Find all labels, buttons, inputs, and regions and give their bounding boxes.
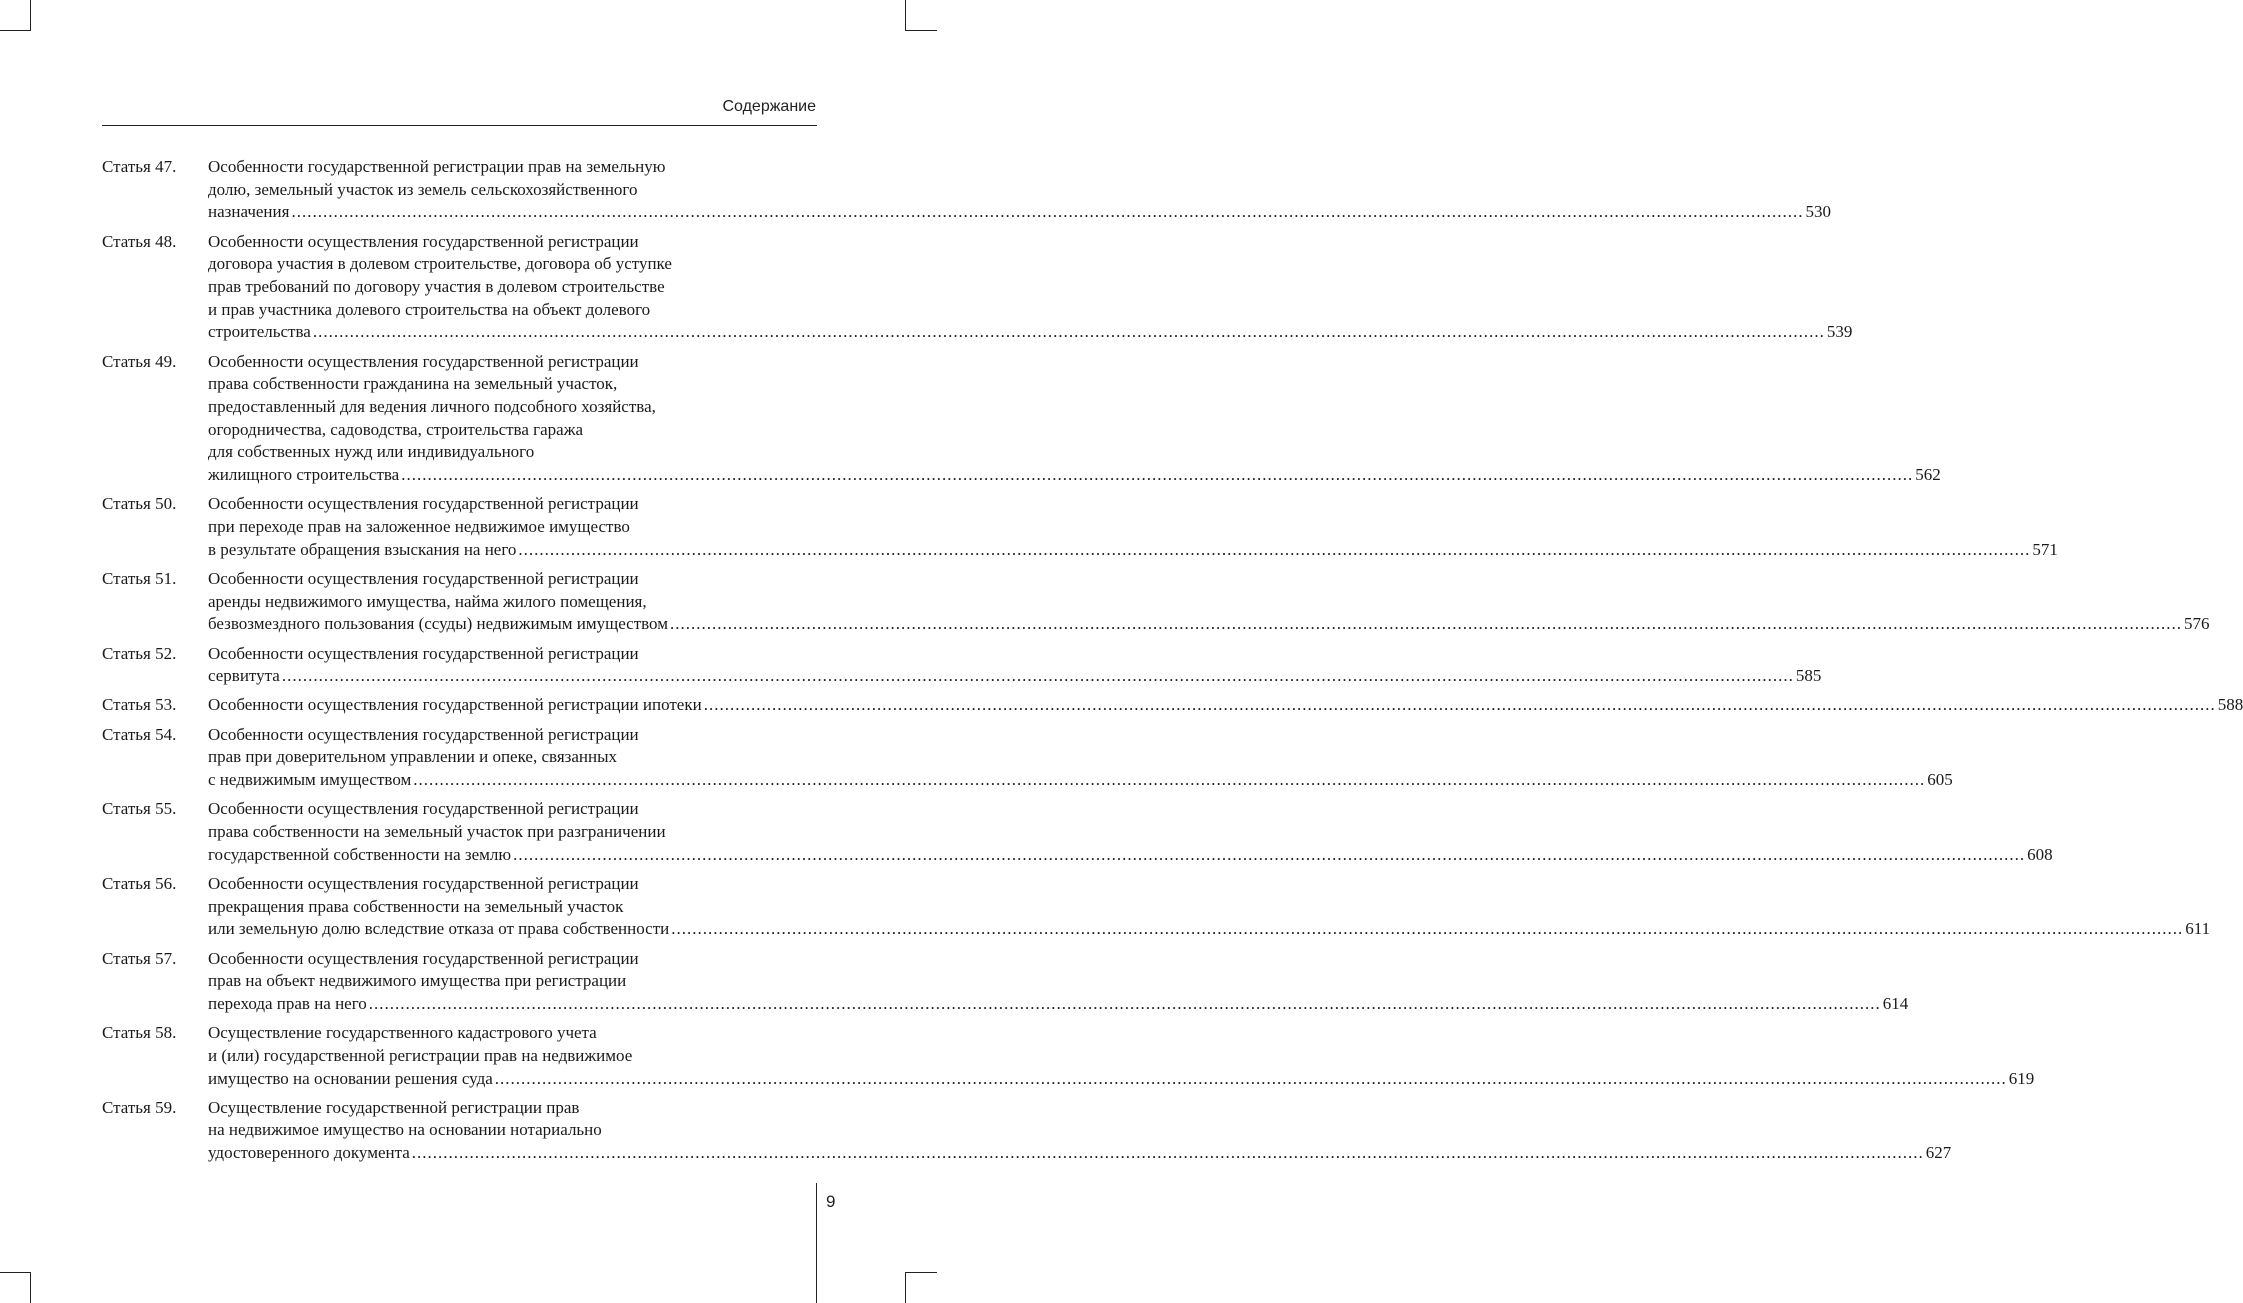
toc-entry-last-line (208, 1142, 1951, 1165)
toc-entry-last-line (208, 201, 1831, 224)
toc-entry[interactable] (102, 156, 1831, 224)
toc-entry-title-line: Особенности осуществления государственной регистрации (208, 948, 639, 968)
toc-entry-label: Статья 50. (102, 494, 177, 514)
toc-entry-page[interactable]: 571 (2032, 539, 2058, 559)
toc-entry[interactable] (102, 724, 1953, 792)
toc-entry-label: Статья 56. (102, 873, 177, 893)
toc-entry-title (208, 948, 1908, 1016)
toc-entry-title (208, 643, 1821, 688)
toc-entry-title-line: жилищного строительства (208, 465, 400, 485)
dot-leader (412, 1142, 1924, 1165)
toc-entry-title-line: Осуществление государственной регистрации прав (208, 1097, 580, 1117)
toc-entry-title (208, 156, 1831, 224)
toc-entry-page[interactable]: 608 (2027, 844, 2053, 864)
toc-entry-title-line: безвозмездного пользования (ссуды) недвижимым имуществом (208, 614, 668, 634)
toc-entry-title-line: договора участия в долевом строительстве, договора об уступке (208, 254, 672, 274)
toc-entry-label: Статья 51. (102, 568, 177, 588)
toc-entry-title-line: назначения (208, 202, 290, 222)
toc-entry-last-line (208, 539, 2058, 562)
toc-entry-page[interactable]: 619 (2008, 1068, 2035, 1088)
toc-entry-label: Статья 52. (102, 643, 177, 663)
toc-entry[interactable] (102, 493, 2058, 561)
toc-entry-title-line: Особенности осуществления государственной регистрации (208, 568, 639, 588)
toc-entry-last-line (208, 464, 1941, 487)
crop-mark-bottom-right-v (905, 1272, 906, 1303)
toc-entry-title-line: удостоверенного документа (208, 1143, 410, 1163)
toc-entry-title (208, 1022, 2034, 1090)
toc-entry-title-line: и прав участника долевого строительства на объект долевого (208, 299, 651, 319)
toc-entry-title-line: Особенности осуществления государственной регистрации (208, 351, 639, 371)
dot-leader (282, 665, 1794, 688)
dot-leader (518, 539, 2030, 562)
toc-entry-last-line (208, 665, 1821, 688)
toc-entry-title-line: прав на объект недвижимого имущества при регистрации (208, 971, 627, 991)
dot-leader (704, 694, 2216, 717)
toc-entry-title-line: перехода прав на него (208, 993, 367, 1013)
toc-entry-title-line: огородничества, садоводства, строительства гаража (208, 419, 584, 439)
toc-entry[interactable] (102, 643, 1822, 688)
toc-entry-title (208, 351, 1941, 487)
toc-entry-title-line: для собственных нужд или индивидуального (208, 442, 535, 462)
toc-entry[interactable] (102, 873, 2211, 941)
header-rule (102, 125, 817, 126)
toc-entry-title (208, 798, 2053, 866)
toc-entry-title-line: права собственности гражданина на земельный участок, (208, 374, 618, 394)
dot-leader (413, 769, 1925, 792)
dot-leader (670, 613, 2182, 636)
toc-entry-title-line: прав требований по договору участия в долевом строительстве (208, 277, 665, 297)
dot-leader (513, 844, 2025, 867)
crop-mark-top-right-h (905, 30, 937, 31)
toc-entry-label: Статья 49. (102, 351, 177, 371)
crop-mark-bottom-left-h (0, 1272, 31, 1273)
toc-entry-title-line: Особенности осуществления государственной регистрации (208, 494, 639, 514)
dot-leader (495, 1068, 2007, 1091)
toc-entry-title-line: Особенности осуществления государственной регистрации ипотеки (208, 695, 702, 715)
crop-mark-bottom-left-v (30, 1272, 31, 1303)
toc-entry-label: Статья 57. (102, 948, 177, 968)
folio-rule (816, 1183, 817, 1303)
toc-entry-title-line: Особенности осуществления государственной регистрации (208, 799, 639, 819)
toc-entry-title-line: долю, земельный участок из земель сельскохозяйственного (208, 179, 638, 199)
toc-entry-title-line: аренды недвижимого имущества, найма жилого помещения, (208, 591, 647, 611)
toc-entry-last-line (208, 844, 2053, 867)
toc-entry-title-line: Особенности осуществления государственной регистрации (208, 724, 639, 744)
toc-entry[interactable] (102, 948, 1909, 1016)
toc-entry-title-line: прекращения права собственности на земельный участок (208, 896, 624, 916)
crop-mark-top-left-h (0, 30, 31, 31)
toc-entry-page[interactable]: 585 (1795, 666, 1822, 686)
toc-entry-page[interactable]: 605 (1927, 770, 1953, 790)
dot-leader (313, 321, 1825, 344)
toc-entry-title-line: Особенности осуществления государственной регистрации (208, 643, 639, 663)
toc-entry-title (208, 1097, 1951, 1165)
toc-entry-title-line: или земельную долю вследствие отказа от права собственности (208, 919, 670, 939)
toc-entry-last-line (208, 918, 2210, 941)
toc-entry-title-line: сервитута (208, 666, 280, 686)
toc-entry-title-line: Особенности осуществления государственной регистрации (208, 231, 639, 251)
toc-entry-label: Статья 58. (102, 1023, 177, 1043)
toc-entry-title-line: имущество на основании решения суда (208, 1068, 493, 1088)
toc-entry-page[interactable]: 530 (1805, 202, 1831, 222)
page-number: 9 (826, 1192, 836, 1211)
crop-mark-top-left-v (30, 0, 31, 31)
toc-entry-last-line (208, 613, 2209, 636)
toc-entry-last-line (208, 769, 1953, 792)
toc-entry-label: Статья 48. (102, 231, 177, 251)
toc-entry-page[interactable]: 627 (1925, 1143, 1952, 1163)
toc-entry-title-line: Особенности осуществления государственной регистрации (208, 873, 639, 893)
toc-entry-last-line (208, 1068, 2034, 1091)
toc-entry[interactable] (102, 694, 2243, 717)
toc-entry-page[interactable]: 614 (1882, 993, 1909, 1013)
dot-leader (291, 201, 1803, 224)
toc-entry-title (208, 493, 2058, 561)
toc-entry-last-line (208, 993, 1908, 1016)
toc-entry-label: Статья 59. (102, 1097, 177, 1117)
toc-entry-label: Статья 53. (102, 695, 177, 715)
toc-entry-page[interactable]: 611 (2185, 919, 2211, 939)
toc-entry-title (208, 873, 2210, 941)
toc-entry-label: Статья 54. (102, 724, 177, 744)
toc-entry-title (208, 724, 1953, 792)
toc-entry-title (208, 568, 2209, 636)
toc-entry-title-line: и (или) государственной регистрации прав на недвижимое (208, 1045, 633, 1065)
running-header-title: Содержание (722, 98, 816, 115)
toc-entry-title-line: предоставленный для ведения личного подсобного хозяйства, (208, 397, 656, 417)
toc-entry-page[interactable]: 576 (2183, 614, 2210, 634)
toc-entry-label: Статья 47. (102, 157, 177, 176)
dot-leader (401, 464, 1913, 487)
toc-entry-title (208, 694, 2243, 717)
toc-entry-title-line: Осуществление государственного кадастрового учета (208, 1023, 597, 1043)
table-of-contents (102, 156, 2243, 1171)
toc-entry-title-line: строительства (208, 322, 311, 342)
toc-entry-title-line: государственной собственности на землю (208, 844, 512, 864)
toc-entry[interactable] (102, 568, 2210, 636)
toc-entry-label: Статья 55. (102, 799, 177, 819)
toc-entry-title-line: прав при доверительном управлении и опеке, связанных (208, 747, 618, 767)
toc-entry[interactable] (102, 798, 2053, 866)
toc-entry-last-line (208, 694, 2243, 717)
dot-leader (369, 993, 1881, 1016)
toc-entry[interactable] (102, 1097, 1952, 1165)
toc-entry-title-line: Особенности государственной регистрации прав на земельную (208, 157, 666, 176)
toc-entry-page[interactable]: 588 (2217, 695, 2243, 715)
toc-entry-title-line: в результате обращения взыскания на него (208, 539, 517, 559)
dot-leader (671, 918, 2183, 941)
toc-entry[interactable] (102, 231, 1853, 345)
toc-entry-last-line (208, 321, 1852, 344)
toc-entry-title-line: при переходе прав на заложенное недвижимое имущество (208, 517, 630, 537)
toc-entry-page[interactable]: 539 (1826, 322, 1853, 342)
crop-mark-top-right-v (905, 0, 906, 31)
toc-entry-title-line: права собственности на земельный участок при разграничении (208, 821, 666, 841)
toc-entry[interactable] (102, 351, 1941, 487)
toc-entry-title-line: с недвижимым имуществом (208, 770, 412, 790)
toc-entry-page[interactable]: 562 (1915, 465, 1941, 485)
toc-entry-title (208, 231, 1852, 345)
toc-entry-title-line: на недвижимое имущество на основании нотариально (208, 1120, 602, 1140)
crop-mark-bottom-right-h (905, 1272, 937, 1273)
toc-entry[interactable] (102, 1022, 2035, 1090)
